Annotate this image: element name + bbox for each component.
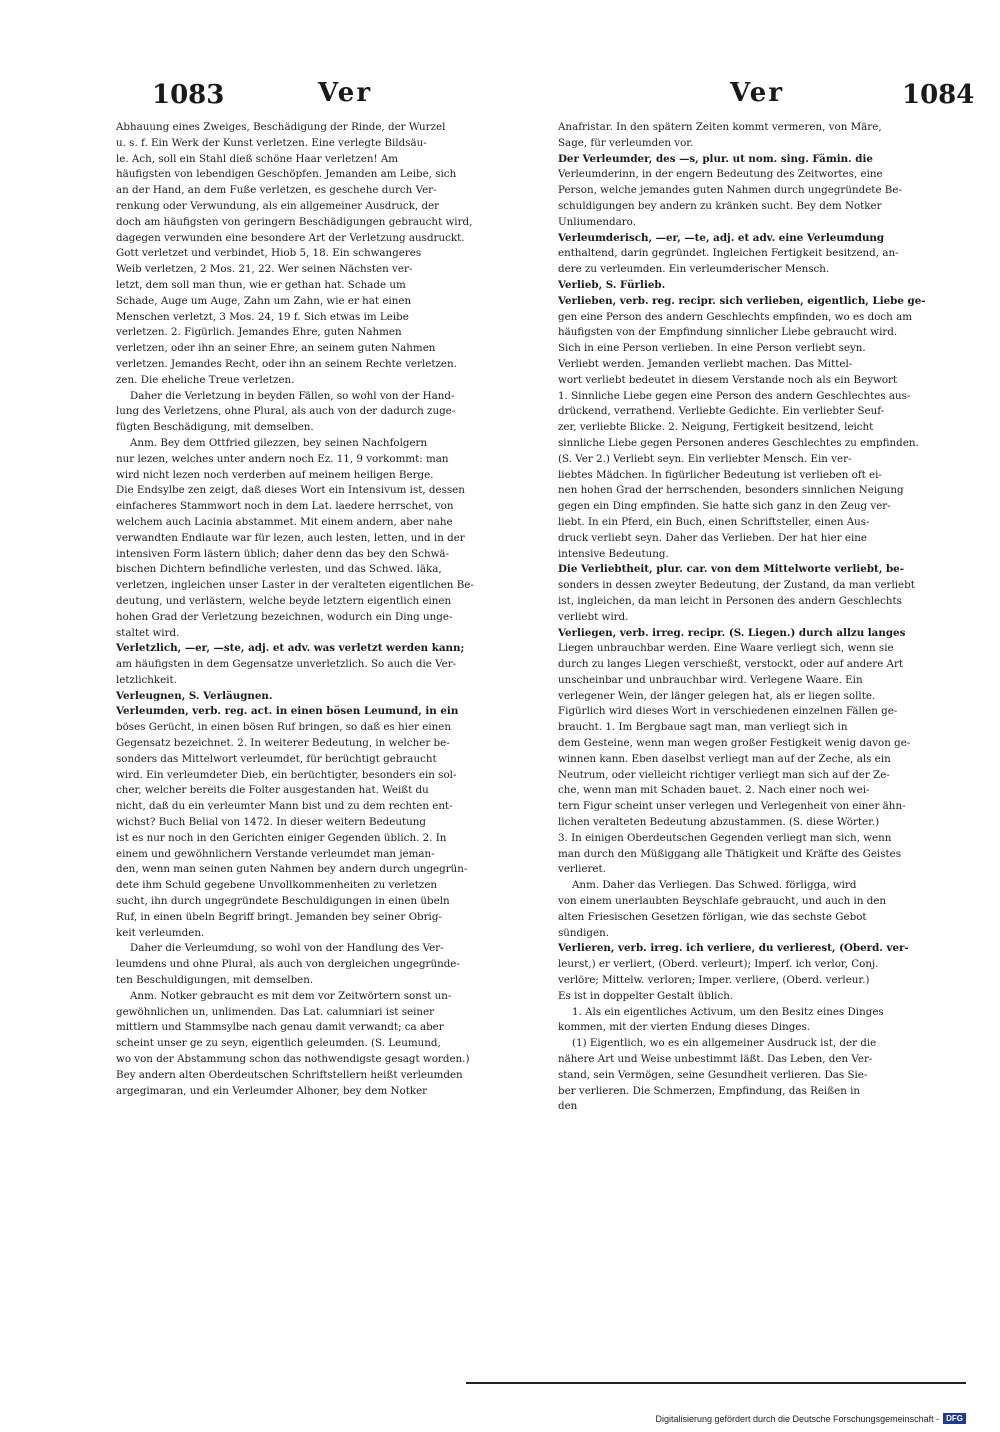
right-column <box>558 120 966 1115</box>
text-line: nur lezen, welches unter andern noch Ez. 11, 9 vorkommt: man <box>116 452 449 465</box>
text-line: che, wenn man mit Schaden bauet. 2. Nach einer noch wei- <box>558 784 870 797</box>
text-line: Menschen verletzt, 3 Mos. 24, 19 f. Sich etwas im Leibe <box>116 310 409 323</box>
text-line: zen. Die eheliche Treue verletzen. <box>116 373 295 386</box>
text-line: sucht, ihn durch ungegründete Beschuldigungen in einen übeln <box>116 895 450 908</box>
text-line: gen eine Person des andern Geschlechts empfinden, wo es doch am <box>558 310 912 323</box>
text-line: tern Figur scheint unser verlegen und Verlegenheit von einer ähn- <box>558 800 906 813</box>
text-line: häufigsten von der Empfindung sinnlicher Liebe gebraucht wird. <box>558 326 898 339</box>
text-line: bischen Dichtern befindliche verlesten, und das Schwed. läka, <box>116 563 442 576</box>
text-line: durch zu langes Liegen verschießt, verstockt, oder auf andere Art <box>558 658 904 671</box>
text-line: sinnliche Liebe gegen Personen anderes Geschlechtes zu empfinden. <box>558 436 919 449</box>
text-line: leumdens und ohne Plural, als auch von dergleichen ungegründe- <box>116 958 460 971</box>
text-line: Gott verletzet und verbindet, Hiob 5, 18. Ein schwangeres <box>116 247 422 260</box>
text-line: sündigen. <box>558 926 610 939</box>
text-line: Die Endsylbe zen zeigt, daß dieses Wort ein Intensivum ist, dessen <box>116 484 465 497</box>
text-line: Verletzlich, —er, —ste, adj. et adv. was verletzt werden kann; <box>116 642 465 655</box>
text-line: Ruf, in einen übeln Begriff bringt. Jemanden bey seiner Obrig- <box>116 910 442 923</box>
text-line: enthaltend, darin gegründet. Ingleichen Fertigkeit besitzend, an- <box>558 247 899 260</box>
text-line: den, wenn man seinen guten Nahmen bey andern durch ungegrün- <box>116 863 468 876</box>
text-line: (S. Ver 2.) Verliebt seyn. Ein verliebter Mensch. Ein ver- <box>558 452 852 465</box>
text-line: verletzen. 2. Figürlich. Jemandes Ehre, guten Nahmen <box>116 326 402 339</box>
text-line: ber verlieren. Die Schmerzen, Empfindung, das Reißen in <box>558 1084 861 1097</box>
text-line: Verliebt werden. Jemanden verliebt machen. Das Mittel- <box>558 357 853 370</box>
text-line: Anm. Notker gebraucht es mit dem vor Zeitwörtern sonst un- <box>130 989 452 1002</box>
text-line: Unliumendaro. <box>558 215 636 228</box>
text-line: an der Hand, an dem Fuße verletzen, es geschehe durch Ver- <box>116 184 437 197</box>
text-line: verlöre; Mittelw. verloren; Imper. verliere, (Oberd. verleur.) <box>558 974 870 987</box>
text-line: druck verliebt seyn. Daher das Verlieben. Der hat hier eine <box>558 531 868 544</box>
text-line: Gegensatz bezeichnet. 2. In weiterer Bedeutung, in welcher be- <box>116 737 450 750</box>
text-line: wichst? Buch Belial von 1472. In dieser weitern Bedeutung <box>116 816 426 829</box>
text-line: Verliegen, verb. irreg. recipr. (S. Liegen.) durch allzu langes <box>558 626 906 639</box>
text-line: den <box>558 1100 578 1113</box>
text-line: Sich in eine Person verlieben. In eine Person verliebt seyn. <box>558 342 866 355</box>
text-line: letzt, dem soll man thun, wie er gethan hat. Schade um <box>116 278 406 291</box>
text-line: u. s. f. Ein Werk der Kunst verletzen. Eine verlegte Bildsäu- <box>116 136 427 149</box>
text-line: mittlern und Stammsylbe nach genau damit verwandt; ca aber <box>116 1021 444 1034</box>
text-line: 1. Sinnliche Liebe gegen eine Person des andern Geschlechtes aus- <box>558 389 911 402</box>
text-line: argegimaran, und ein Verleumder Alhoner, bey dem Notker <box>116 1084 428 1097</box>
text-line: Anafristar. In den spätern Zeiten kommt vermeren, von Märe, <box>558 121 882 133</box>
text-line: Daher die Verleumdung, so wohl von der Handlung des Ver- <box>130 942 444 955</box>
text-line: wird. Ein verleumdeter Dieb, ein berüchtigter, besonders ein sol- <box>116 768 457 781</box>
text-line: verwandten Endlaute war für lezen, auch lesten, letten, und in der <box>116 531 465 544</box>
text-line: Person, welche jemandes guten Nahmen durch ungegründete Be- <box>558 184 902 197</box>
text-line: deutung, und verlästern, welche beyde letztern eigentlich einen <box>116 594 452 607</box>
text-line: lichen veralteten Bedeutung abzustammen. (S. diese Wörter.) <box>558 816 880 829</box>
text-line: 1. Als ein eigentliches Activum, um den Besitz eines Dinges <box>572 1005 884 1018</box>
text-line: dete ihm Schuld gegebene Unvollkommenheiten zu verletzen <box>116 879 438 892</box>
left-column <box>116 120 548 1099</box>
text-line: sonders das Mittelwort verleumdet, für berüchtigt gebraucht <box>116 752 437 765</box>
text-line: Anm. Daher das Verliegen. Das Schwed. förligga, wird <box>572 879 857 892</box>
text-line: verlegener Wein, der länger gelegen hat, als er liegen sollte. <box>558 689 876 702</box>
text-line: ist es nur noch in den Gerichten einiger Gegenden üblich. 2. In <box>116 831 447 844</box>
text-line: stand, sein Vermögen, seine Gesundheit verlieren. Das Sie- <box>558 1068 868 1081</box>
text-line: nicht, daß du ein verleumter Mann bist und zu dem rechten ent- <box>116 800 453 813</box>
text-line: einfacheres Stammwort noch in dem Lat. laedere herrschet, von <box>116 500 454 513</box>
text-line: Verlieren, verb. irreg. ich verliere, du verlierest, (Oberd. ver- <box>558 942 909 955</box>
text-line: ist, ingleichen, da man leicht in Personen des andern Geschlechts <box>558 594 902 607</box>
text-line: Neutrum, oder vielleicht richtiger verliegt man sich auf der Ze- <box>558 768 890 781</box>
text-line: Verleumderinn, in der engern Bedeutung des Zeitwortes, eine <box>558 168 883 181</box>
footer-text: Digitalisierung gefördert durch die Deutsche Forschungsgemeinschaft - <box>655 1413 940 1424</box>
text-line: ten Beschuldigungen, mit demselben. <box>116 974 314 987</box>
text-line: am häufigsten in dem Gegensatze unverletzlich. So auch die Ver- <box>116 658 457 671</box>
text-line: dagegen verwunden eine besondere Art der Verletzung ausdruckt. <box>116 231 465 244</box>
text-line: einem und gewöhnlichern Verstande verleumdet man jeman- <box>116 847 435 860</box>
text-line: drückend, verrathend. Verliebte Gedichte. Ein verliebter Seuf- <box>558 405 885 418</box>
text-line: wird nicht lezen noch verderben auf meinem heiligen Berge. <box>116 468 434 481</box>
text-line: Verlieben, verb. reg. recipr. sich verlieben, eigentlich, Liebe ge- <box>558 294 926 307</box>
text-line: kommen, mit der vierten Endung dieses Dinges. <box>558 1021 811 1034</box>
text-line: Bey andern alten Oberdeutschen Schriftstellern heißt verleumden <box>116 1068 463 1081</box>
text-line: intensiven Form lästern üblich; daher denn das bey den Schwä- <box>116 547 450 560</box>
text-line: intensive Bedeutung. <box>558 547 669 560</box>
text-line: fügten Beschädigung, mit demselben. <box>116 421 314 434</box>
digitization-footer <box>655 1413 966 1424</box>
text-line: verliebt wird. <box>558 610 629 623</box>
bottom-rule <box>466 1382 966 1384</box>
text-line: Liegen unbrauchbar werden. Eine Waare verliegt sich, wenn sie <box>558 642 894 655</box>
text-line: Verleugnen, S. Verläugnen. <box>116 689 273 702</box>
text-line: von einem unerlaubten Beyschlafe gebraucht, und auch in den <box>558 895 887 908</box>
text-line: schuldigungen bey andern zu kränken sucht. Bey dem Notker <box>558 199 882 212</box>
text-line: Daher die Verletzung in beyden Fällen, so wohl von der Hand- <box>130 389 455 402</box>
text-line: dere zu verleumden. Ein verleumderischer Mensch. <box>558 263 830 276</box>
text-line: liebt. In ein Pferd, ein Buch, einen Schriftsteller, einen Aus- <box>558 515 870 528</box>
text-line: (1) Eigentlich, wo es ein allgemeiner Ausdruck ist, der die <box>572 1037 877 1050</box>
text-line: nähere Art und Weise unbestimmt läßt. Das Leben, den Ver- <box>558 1053 873 1066</box>
text-line: Abhauung eines Zweiges, Beschädigung der Rinde, der Wurzel <box>116 121 446 133</box>
text-line: renkung oder Verwundung, als ein allgemeiner Ausdruck, der <box>116 199 440 212</box>
text-line: gegen ein Ding empfinden. Sie hatte sich ganz in den Zeug ver- <box>558 500 891 513</box>
text-line: böses Gerücht, in einen bösen Ruf bringen, so daß es hier einen <box>116 721 451 734</box>
text-line: braucht. 1. Im Bergbaue sagt man, man verliegt sich in <box>558 721 848 734</box>
text-line: lung des Verletzens, ohne Plural, als auch von der dadurch zuge- <box>116 405 456 418</box>
text-line: Es ist in doppelter Gestalt üblich. <box>558 989 734 1002</box>
page-number-right: 1084 <box>902 80 975 110</box>
text-line: wo von der Abstammung schon das nothwendigste gesagt worden.) <box>116 1053 470 1066</box>
text-line: letzlichkeit. <box>116 673 177 686</box>
text-line: wort verliebt bedeutet in diesem Verstande noch als ein Beywort <box>558 373 898 386</box>
text-line: verlieret. <box>558 863 606 876</box>
text-line: verletzen. Jemandes Recht, oder ihn an seinem Rechte verletzen. <box>116 357 457 370</box>
text-line: verletzen, ingleichen unser Laster in der veralteten eigentlichen Be- <box>116 579 474 592</box>
text-line: scheint unser ge zu seyn, eigentlich geleumden. (S. Leumund, <box>116 1037 441 1050</box>
text-line: verletzen, oder ihn an seiner Ehre, an seinem guten Nahmen <box>116 342 436 355</box>
text-line: 3. In einigen Oberdeutschen Gegenden verliegt man sich, wenn <box>558 831 892 844</box>
text-line: Die Verliebtheit, plur. car. von dem Mittelworte verliebt, be- <box>558 563 905 576</box>
text-line: nen hohen Grad der herrschenden, besonders sinnlichen Neigung <box>558 484 904 497</box>
text-line: Sage, für verleumden vor. <box>558 136 694 149</box>
text-line: man durch den Müßiggang alle Thätigkeit und Kräfte des Geistes <box>558 847 902 860</box>
text-line: cher, welcher bereits die Folter ausgestanden hat. Weißt du <box>116 784 429 797</box>
text-line: liebtes Mädchen. In figürlicher Bedeutung ist verlieben oft ei- <box>558 468 882 481</box>
text-line: dem Gesteine, wenn man wegen großer Festigkeit wenig davon ge- <box>558 737 911 750</box>
text-line: doch am häufigsten von geringern Beschädigungen gebraucht wird, <box>116 215 473 228</box>
text-line: Verlieb, S. Fürlieb. <box>558 278 666 291</box>
running-head-right: Ver <box>730 78 785 108</box>
text-line: Anm. Bey dem Ottfried gilezzen, bey seinen Nachfolgern <box>130 436 428 449</box>
running-head-left: Ver <box>318 78 373 108</box>
text-line: staltet wird. <box>116 626 180 639</box>
text-line: Figürlich wird dieses Wort in verschiedenen einzelnen Fällen ge- <box>558 705 898 718</box>
text-line: Verleumden, verb. reg. act. in einen bösen Leumund, in ein <box>116 705 459 718</box>
text-line: leurst,) er verliert, (Oberd. verleurt); Imperf. ich verlor, Conj. <box>558 958 879 971</box>
text-line: zer, verliebte Blicke. 2. Neigung, Fertigkeit besitzend, leicht <box>558 421 874 434</box>
text-line: winnen kann. Eben daselbst verliegt man auf der Zeche, als ein <box>558 752 891 765</box>
text-line: Verleumderisch, —er, —te, adj. et adv. eine Verleumdung <box>558 231 885 244</box>
text-line: alten Friesischen Gesetzen förligan, wie das sechste Gebot <box>558 910 867 923</box>
text-line: Schade, Auge um Auge, Zahn um Zahn, wie er hat einen <box>116 294 412 307</box>
text-line: unscheinbar und unbrauchbar wird. Verlegene Waare. Ein <box>558 673 863 686</box>
text-line: welchem auch Lacinia abstammet. Mit einem andern, aber nahe <box>116 515 453 528</box>
dfg-logo: DFG <box>943 1413 966 1424</box>
text-line: hohen Grad der Verletzung bezeichnen, wodurch ein Ding unge- <box>116 610 453 623</box>
text-line: keit verleumden. <box>116 926 205 939</box>
text-line: Weib verletzen, 2 Mos. 21, 22. Wer seinen Nächsten ver- <box>116 263 413 276</box>
text-line: gewöhnlichen un, unlimenden. Das Lat. calumniari ist seiner <box>116 1005 435 1018</box>
text-line: Der Verleumder, des —s, plur. ut nom. sing. Fämin. die <box>558 152 873 165</box>
text-line: sonders in dessen zweyter Bedeutung, der Zustand, da man verliebt <box>558 579 915 592</box>
text-line: häufigsten von lebendigen Geschöpfen. Jemanden am Leibe, sich <box>116 168 457 181</box>
page-number-left: 1083 <box>152 80 225 110</box>
text-line: le. Ach, soll ein Stahl dieß schöne Haar verletzen! Am <box>116 152 399 165</box>
